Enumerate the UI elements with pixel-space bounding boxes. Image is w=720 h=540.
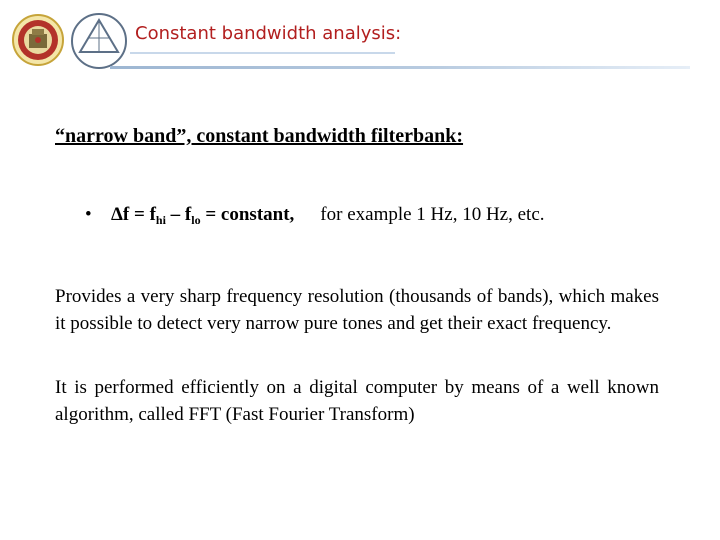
- formula-rest: = constant,: [200, 204, 295, 225]
- formula-sub-hi: hi: [155, 213, 166, 227]
- title-underline: [130, 52, 395, 54]
- section-heading: “narrow band”, constant bandwidth filterbank:: [55, 125, 464, 147]
- paragraph-resolution: Provides a very sharp frequency resolution (thousands of bands), which makes it possible to detect very narrow pure tones and get their exact frequency.: [55, 286, 659, 334]
- university-seal-logo: [12, 14, 64, 66]
- bandwidth-formula: [111, 204, 294, 225]
- formula-minus: – f: [165, 204, 192, 225]
- header-divider: [110, 66, 690, 69]
- paragraph-fft: It is performed efficiently on a digital computer by means of a well known algorithm, called FFT (Fast Fourier Transform): [55, 377, 659, 425]
- formula-sub-lo: lo: [191, 213, 201, 227]
- formula-f: f: [122, 204, 130, 225]
- acoustics-logo: [70, 12, 128, 70]
- bullet-marker: •: [85, 204, 92, 225]
- delta-symbol: Δ: [111, 204, 123, 225]
- slide-title: Constant bandwidth analysis:: [135, 23, 402, 44]
- formula-equals: = f: [129, 204, 156, 225]
- slide-header: [0, 0, 720, 80]
- bullet-example: for example 1 Hz, 10 Hz, etc.: [320, 204, 545, 225]
- bullet-item: [85, 204, 545, 228]
